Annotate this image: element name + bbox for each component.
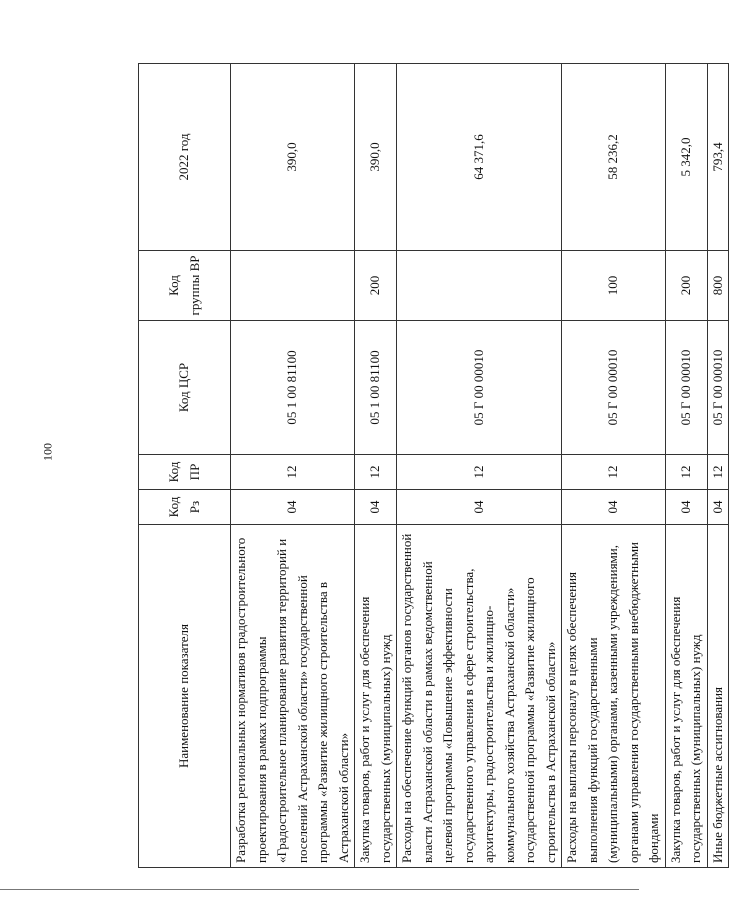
row-pr: 12 [562,455,666,490]
header-pr: Код ПР [139,455,231,490]
row-vr [397,251,562,321]
budget-table [138,63,729,868]
row-vr: 800 [707,251,729,321]
header-rz: Код Рз [139,490,231,525]
row-name: Расходы на обеспечение функций органов государственной власти Астраханской области в рамках ведомственной целевой программы «Повышение эффективности государственного управления в сфере строительства, архитектуры, градостроительства и жилищно-коммунального хозяйства Астраханской области» государственной программы «Развитие жилищного строительства в Астраханской области» [397,525,562,868]
row-pr: 12 [231,455,355,490]
page-number: 100 [40,443,55,461]
row-pr: 12 [355,455,397,490]
row-name: Расходы на выплаты персоналу в целях обеспечения выполнения функций государственными (муниципальными) органами, казенными учреждениями, органами управления государственными внебюджетными фондами [562,525,666,868]
row-pr: 12 [397,455,562,490]
header-vr: Код группы ВР [139,251,231,321]
header-csr: Код ЦСР [139,321,231,455]
row-name: Иные бюджетные ассигнования [707,525,729,868]
row-sum: 390,0 [231,64,355,251]
row-csr: 05 1 00 81100 [231,321,355,455]
row-rz: 04 [397,490,562,525]
row-vr: 200 [355,251,397,321]
row-pr: 12 [665,455,707,490]
row-name: Разработка региональных нормативов градостроительного проектирования в рамках подпрограммы «Градостроительное планирование развития территорий и поселений Астраханской области» государственной программы «Развитие жилищного строительства в Астраханской области» [231,525,355,868]
row-sum: 5 342,0 [665,64,707,251]
row-csr: 05 Г 00 00010 [707,321,729,455]
row-name: Закупка товаров, работ и услуг для обеспечения государственных (муниципальных) нужд [355,525,397,868]
row-sum: 793,4 [707,64,729,251]
row-vr: 200 [665,251,707,321]
row-rz: 04 [707,490,729,525]
table-row [562,64,666,868]
table-row [231,64,355,868]
row-vr [231,251,355,321]
row-rz: 04 [665,490,707,525]
row-csr: 05 Г 00 00010 [562,321,666,455]
row-csr: 05 Г 00 00010 [397,321,562,455]
row-rz: 04 [231,490,355,525]
table-header-row [139,64,231,868]
row-rz: 04 [355,490,397,525]
table-row [707,64,729,868]
row-rz: 04 [562,490,666,525]
header-name: Наименование показателя [139,525,231,868]
row-csr: 05 1 00 81100 [355,321,397,455]
row-pr: 12 [707,455,729,490]
row-csr: 05 Г 00 00010 [665,321,707,455]
row-vr: 100 [562,251,666,321]
row-name: Закупка товаров, работ и услуг для обеспечения государственных (муниципальных) нужд [665,525,707,868]
row-sum: 390,0 [355,64,397,251]
table-row [397,64,562,868]
row-sum: 58 236,2 [562,64,666,251]
table-row [665,64,707,868]
row-sum: 64 371,6 [397,64,562,251]
page-edge-divider [0,889,639,890]
table-row [355,64,397,868]
budget-table-container [138,64,725,868]
header-sum: 2022 год [139,64,231,251]
